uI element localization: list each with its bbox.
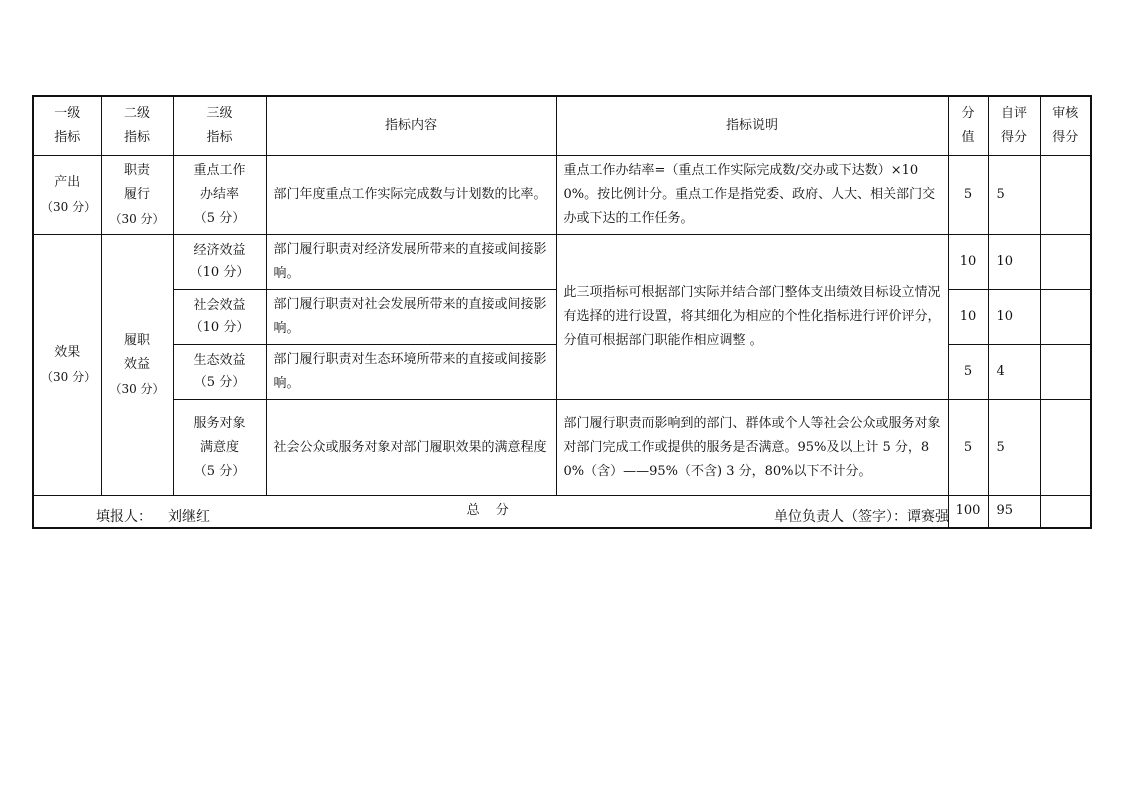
header-review-score: 审核 得分 [1040,96,1091,156]
satisfaction-level3-cell: 服务对象 满意度 （5 分） [173,400,266,496]
output-self-score-cell: 5 [988,156,1040,235]
economic-self-score-cell: 10 [988,235,1040,290]
ecological-review-score-cell[interactable] [1040,345,1091,400]
header-description: 指标说明 [556,96,948,156]
satisfaction-review-score-cell[interactable] [1040,400,1091,496]
evaluation-sheet [32,95,1090,529]
header-self-score: 自评 得分 [988,96,1040,156]
satisfaction-score-cell: 5 [948,400,988,496]
social-content-cell: 部门履行职责对社会发展所带来的直接或间接影响。 [266,290,556,345]
header-row [33,96,1091,156]
output-level1-cell: 产出 （30 分） [33,156,101,235]
header-level2: 二级 指标 [101,96,173,156]
social-score-cell: 10 [948,290,988,345]
social-self-score-cell: 10 [988,290,1040,345]
satisfaction-description-cell: 部门履行职责而影响到的部门、群体或个人等社会公众或服务对象对部门完成工作或提供的服务是否满意。95%及以上计 5 分，80%（含）——95%（不含) 3 分，80%以下不计分。 [556,400,948,496]
output-row [33,156,1091,235]
output-level2-cell: 职责 履行 （30 分） [101,156,173,235]
total-review-score-cell[interactable] [1040,496,1091,528]
social-review-score-cell[interactable] [1040,290,1091,345]
responsible-name: 谭赛强 [907,509,949,525]
total-label: 总 分 [33,496,948,528]
economic-score-cell: 10 [948,235,988,290]
header-level3: 三级 指标 [173,96,266,156]
header-level1: 一级 指标 [33,96,101,156]
output-review-score-cell[interactable] [1040,156,1091,235]
effect-shared-description-cell: 此三项指标可根据部门实际并结合部门整体支出绩效目标设立情况有选择的进行设置，将其细化为相应的个性化指标进行评价评分，分值可根据部门职能作相应调整 。 [556,235,948,400]
social-level3-cell: 社会效益 （10 分） [173,290,266,345]
satisfaction-content-cell: 社会公众或服务对象对部门履职效果的满意程度 [266,400,556,496]
output-description-cell: 重点工作办结率=（重点工作实际完成数/交办或下达数）×100%。按比例计分。重点工作是指党委、政府、人大、相关部门交办或下达的工作任务。 [556,156,948,235]
output-content-cell: 部门年度重点工作实际完成数与计划数的比率。 [266,156,556,235]
economic-review-score-cell[interactable] [1040,235,1091,290]
effect-level1-cell: 效果 （30 分） [33,235,101,496]
filler-name: 刘继红 [168,509,210,525]
ecological-self-score-cell: 4 [988,345,1040,400]
output-level3-cell: 重点工作 办结率 （5 分） [173,156,266,235]
satisfaction-self-score-cell: 5 [988,400,1040,496]
header-score: 分 值 [948,96,988,156]
effect-row-economic [33,235,1091,290]
responsible-label: 单位负责人（签字）： [774,509,907,525]
header-content: 指标内容 [266,96,556,156]
filler-signature [96,508,210,526]
ecological-score-cell: 5 [948,345,988,400]
ecological-content-cell: 部门履行职责对生态环境所带来的直接或间接影响。 [266,345,556,400]
total-score-cell: 100 [948,496,988,528]
effect-row-satisfaction [33,400,1091,496]
responsible-signature [774,508,949,526]
economic-content-cell: 部门履行职责对经济发展所带来的直接或间接影响。 [266,235,556,290]
output-score-cell: 5 [948,156,988,235]
total-self-score-cell: 95 [988,496,1040,528]
economic-level3-cell: 经济效益 （10 分） [173,235,266,290]
ecological-level3-cell: 生态效益 （5 分） [173,345,266,400]
performance-evaluation-table [32,95,1092,529]
filler-label: 填报人： [96,509,152,525]
effect-level2-cell: 履职 效益 （30 分） [101,235,173,496]
